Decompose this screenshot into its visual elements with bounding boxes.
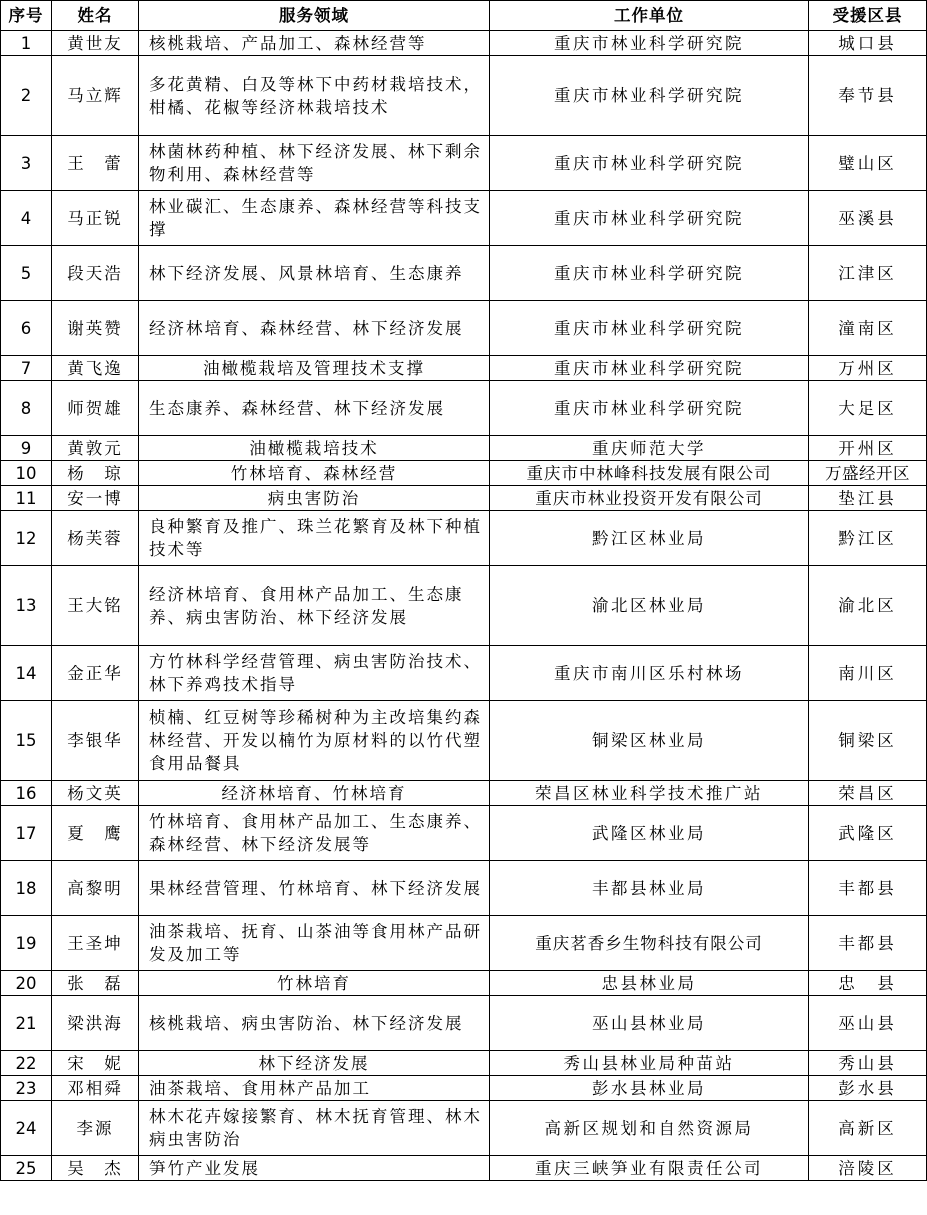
assisted-area: 巫山县 — [809, 996, 927, 1051]
expert-name: 杨 琼 — [52, 461, 139, 486]
row-index: 3 — [1, 136, 52, 191]
service-field: 核桃栽培、病虫害防治、林下经济发展 — [139, 996, 490, 1051]
work-unit: 重庆市林业科学研究院 — [490, 31, 809, 56]
expert-name: 马立辉 — [52, 56, 139, 136]
assisted-area: 黔江区 — [809, 511, 927, 566]
work-unit: 重庆市林业科学研究院 — [490, 191, 809, 246]
header-assisted-area: 受援区县 — [809, 1, 927, 31]
work-unit: 重庆市林业科学研究院 — [490, 356, 809, 381]
expert-name: 吴 杰 — [52, 1156, 139, 1181]
header-service-field: 服务领域 — [139, 1, 490, 31]
service-field: 多花黄精、白及等林下中药材栽培技术，柑橘、花椒等经济林栽培技术 — [139, 56, 490, 136]
header-row — [1, 1, 927, 31]
work-unit: 渝北区林业局 — [490, 566, 809, 646]
row-index: 16 — [1, 781, 52, 806]
table-row — [1, 781, 927, 806]
service-field: 桢楠、红豆树等珍稀树种为主改培集约森林经营、开发以楠竹为原材料的以竹代塑食用品餐具 — [139, 701, 490, 781]
table-row — [1, 1051, 927, 1076]
row-index: 25 — [1, 1156, 52, 1181]
table-row — [1, 861, 927, 916]
assisted-area: 丰都县 — [809, 916, 927, 971]
table-row — [1, 701, 927, 781]
service-field: 核桃栽培、产品加工、森林经营等 — [139, 31, 490, 56]
table-row — [1, 996, 927, 1051]
service-field: 竹林培育、森林经营 — [139, 461, 490, 486]
row-index: 4 — [1, 191, 52, 246]
assisted-area: 彭水县 — [809, 1076, 927, 1101]
work-unit: 重庆市林业科学研究院 — [490, 56, 809, 136]
service-field: 方竹林科学经营管理、病虫害防治技术、林下养鸡技术指导 — [139, 646, 490, 701]
work-unit: 重庆市林业科学研究院 — [490, 381, 809, 436]
row-index: 7 — [1, 356, 52, 381]
assisted-area: 荣昌区 — [809, 781, 927, 806]
row-index: 14 — [1, 646, 52, 701]
work-unit: 重庆市南川区乐村林场 — [490, 646, 809, 701]
work-unit: 重庆市林业投资开发有限公司 — [490, 486, 809, 511]
row-index: 19 — [1, 916, 52, 971]
service-field: 林下经济发展 — [139, 1051, 490, 1076]
work-unit: 黔江区林业局 — [490, 511, 809, 566]
expert-name: 宋 妮 — [52, 1051, 139, 1076]
work-unit: 秀山县林业局种苗站 — [490, 1051, 809, 1076]
assisted-area: 垫江县 — [809, 486, 927, 511]
work-unit: 重庆茗香乡生物科技有限公司 — [490, 916, 809, 971]
service-field: 良种繁育及推广、珠兰花繁育及林下种植技术等 — [139, 511, 490, 566]
work-unit: 重庆市中林峰科技发展有限公司 — [490, 461, 809, 486]
assisted-area: 高新区 — [809, 1101, 927, 1156]
table-row — [1, 136, 927, 191]
table-row — [1, 1156, 927, 1181]
row-index: 22 — [1, 1051, 52, 1076]
assisted-area: 铜梁区 — [809, 701, 927, 781]
expert-name: 王圣坤 — [52, 916, 139, 971]
table-row — [1, 356, 927, 381]
table-row — [1, 806, 927, 861]
expert-name: 金正华 — [52, 646, 139, 701]
row-index: 10 — [1, 461, 52, 486]
assisted-area: 大足区 — [809, 381, 927, 436]
service-field: 林业碳汇、生态康养、森林经营等科技支撑 — [139, 191, 490, 246]
work-unit: 丰都县林业局 — [490, 861, 809, 916]
expert-name: 杨芙蓉 — [52, 511, 139, 566]
expert-name: 黄敦元 — [52, 436, 139, 461]
work-unit: 忠县林业局 — [490, 971, 809, 996]
table-body — [1, 31, 927, 1181]
assisted-area: 涪陵区 — [809, 1156, 927, 1181]
service-field: 生态康养、森林经营、林下经济发展 — [139, 381, 490, 436]
work-unit: 高新区规划和自然资源局 — [490, 1101, 809, 1156]
assisted-area: 巫溪县 — [809, 191, 927, 246]
service-field: 竹林培育、食用林产品加工、生态康养、森林经营、林下经济发展等 — [139, 806, 490, 861]
row-index: 2 — [1, 56, 52, 136]
expert-name: 梁洪海 — [52, 996, 139, 1051]
expert-name: 王 蕾 — [52, 136, 139, 191]
expert-name: 邓相舜 — [52, 1076, 139, 1101]
assisted-area: 城口县 — [809, 31, 927, 56]
expert-name: 杨文英 — [52, 781, 139, 806]
row-index: 21 — [1, 996, 52, 1051]
table-row — [1, 971, 927, 996]
row-index: 8 — [1, 381, 52, 436]
row-index: 12 — [1, 511, 52, 566]
service-field: 经济林培育、森林经营、林下经济发展 — [139, 301, 490, 356]
expert-name: 李源 — [52, 1101, 139, 1156]
work-unit: 重庆三峡笋业有限责任公司 — [490, 1156, 809, 1181]
assisted-area: 秀山县 — [809, 1051, 927, 1076]
table-row — [1, 191, 927, 246]
expert-name: 黄世友 — [52, 31, 139, 56]
service-field: 林木花卉嫁接繁育、林木抚育管理、林木病虫害防治 — [139, 1101, 490, 1156]
work-unit: 铜梁区林业局 — [490, 701, 809, 781]
service-field: 林菌林药种植、林下经济发展、林下剩余物利用、森林经营等 — [139, 136, 490, 191]
assisted-area: 璧山区 — [809, 136, 927, 191]
row-index: 23 — [1, 1076, 52, 1101]
row-index: 1 — [1, 31, 52, 56]
expert-name: 马正锐 — [52, 191, 139, 246]
table-row — [1, 1101, 927, 1156]
service-field: 油茶栽培、食用林产品加工 — [139, 1076, 490, 1101]
table-row — [1, 486, 927, 511]
expert-name: 高黎明 — [52, 861, 139, 916]
assisted-area: 万州区 — [809, 356, 927, 381]
assisted-area: 潼南区 — [809, 301, 927, 356]
row-index: 6 — [1, 301, 52, 356]
expert-name: 师贺雄 — [52, 381, 139, 436]
row-index: 17 — [1, 806, 52, 861]
table-row — [1, 511, 927, 566]
assisted-area: 武隆区 — [809, 806, 927, 861]
table-row — [1, 56, 927, 136]
service-field: 油橄榄栽培技术 — [139, 436, 490, 461]
service-field: 经济林培育、竹林培育 — [139, 781, 490, 806]
row-index: 13 — [1, 566, 52, 646]
expert-name: 李银华 — [52, 701, 139, 781]
work-unit: 重庆市林业科学研究院 — [490, 301, 809, 356]
assisted-area: 江津区 — [809, 246, 927, 301]
service-field: 果林经营管理、竹林培育、林下经济发展 — [139, 861, 490, 916]
work-unit: 彭水县林业局 — [490, 1076, 809, 1101]
assisted-area: 奉节县 — [809, 56, 927, 136]
service-field: 笋竹产业发展 — [139, 1156, 490, 1181]
table-row — [1, 566, 927, 646]
service-field: 油茶栽培、抚育、山茶油等食用林产品研发及加工等 — [139, 916, 490, 971]
table-row — [1, 31, 927, 56]
work-unit: 巫山县林业局 — [490, 996, 809, 1051]
table-row — [1, 646, 927, 701]
row-index: 20 — [1, 971, 52, 996]
assisted-area: 丰都县 — [809, 861, 927, 916]
assisted-area: 开州区 — [809, 436, 927, 461]
expert-name: 张 磊 — [52, 971, 139, 996]
table-row — [1, 246, 927, 301]
table-row — [1, 301, 927, 356]
table-row — [1, 461, 927, 486]
header-index: 序号 — [1, 1, 52, 31]
work-unit: 重庆师范大学 — [490, 436, 809, 461]
header-work-unit: 工作单位 — [490, 1, 809, 31]
service-field: 竹林培育 — [139, 971, 490, 996]
row-index: 18 — [1, 861, 52, 916]
row-index: 5 — [1, 246, 52, 301]
work-unit: 荣昌区林业科学技术推广站 — [490, 781, 809, 806]
service-field: 林下经济发展、风景林培育、生态康养 — [139, 246, 490, 301]
work-unit: 武隆区林业局 — [490, 806, 809, 861]
assisted-area: 南川区 — [809, 646, 927, 701]
work-unit: 重庆市林业科学研究院 — [490, 246, 809, 301]
table-row — [1, 381, 927, 436]
expert-name: 谢英赞 — [52, 301, 139, 356]
expert-name: 安一博 — [52, 486, 139, 511]
row-index: 24 — [1, 1101, 52, 1156]
row-index: 9 — [1, 436, 52, 461]
assisted-area: 忠 县 — [809, 971, 927, 996]
expert-name: 夏 鹰 — [52, 806, 139, 861]
table-row — [1, 1076, 927, 1101]
row-index: 11 — [1, 486, 52, 511]
service-field: 病虫害防治 — [139, 486, 490, 511]
expert-name: 段天浩 — [52, 246, 139, 301]
table-row — [1, 436, 927, 461]
table-row — [1, 916, 927, 971]
row-index: 15 — [1, 701, 52, 781]
expert-name: 黄飞逸 — [52, 356, 139, 381]
expert-name: 王大铭 — [52, 566, 139, 646]
service-field: 经济林培育、食用林产品加工、生态康养、病虫害防治、林下经济发展 — [139, 566, 490, 646]
service-field: 油橄榄栽培及管理技术支撑 — [139, 356, 490, 381]
assisted-area: 万盛经开区 — [809, 461, 927, 486]
work-unit: 重庆市林业科学研究院 — [490, 136, 809, 191]
assisted-area: 渝北区 — [809, 566, 927, 646]
header-name: 姓名 — [52, 1, 139, 31]
